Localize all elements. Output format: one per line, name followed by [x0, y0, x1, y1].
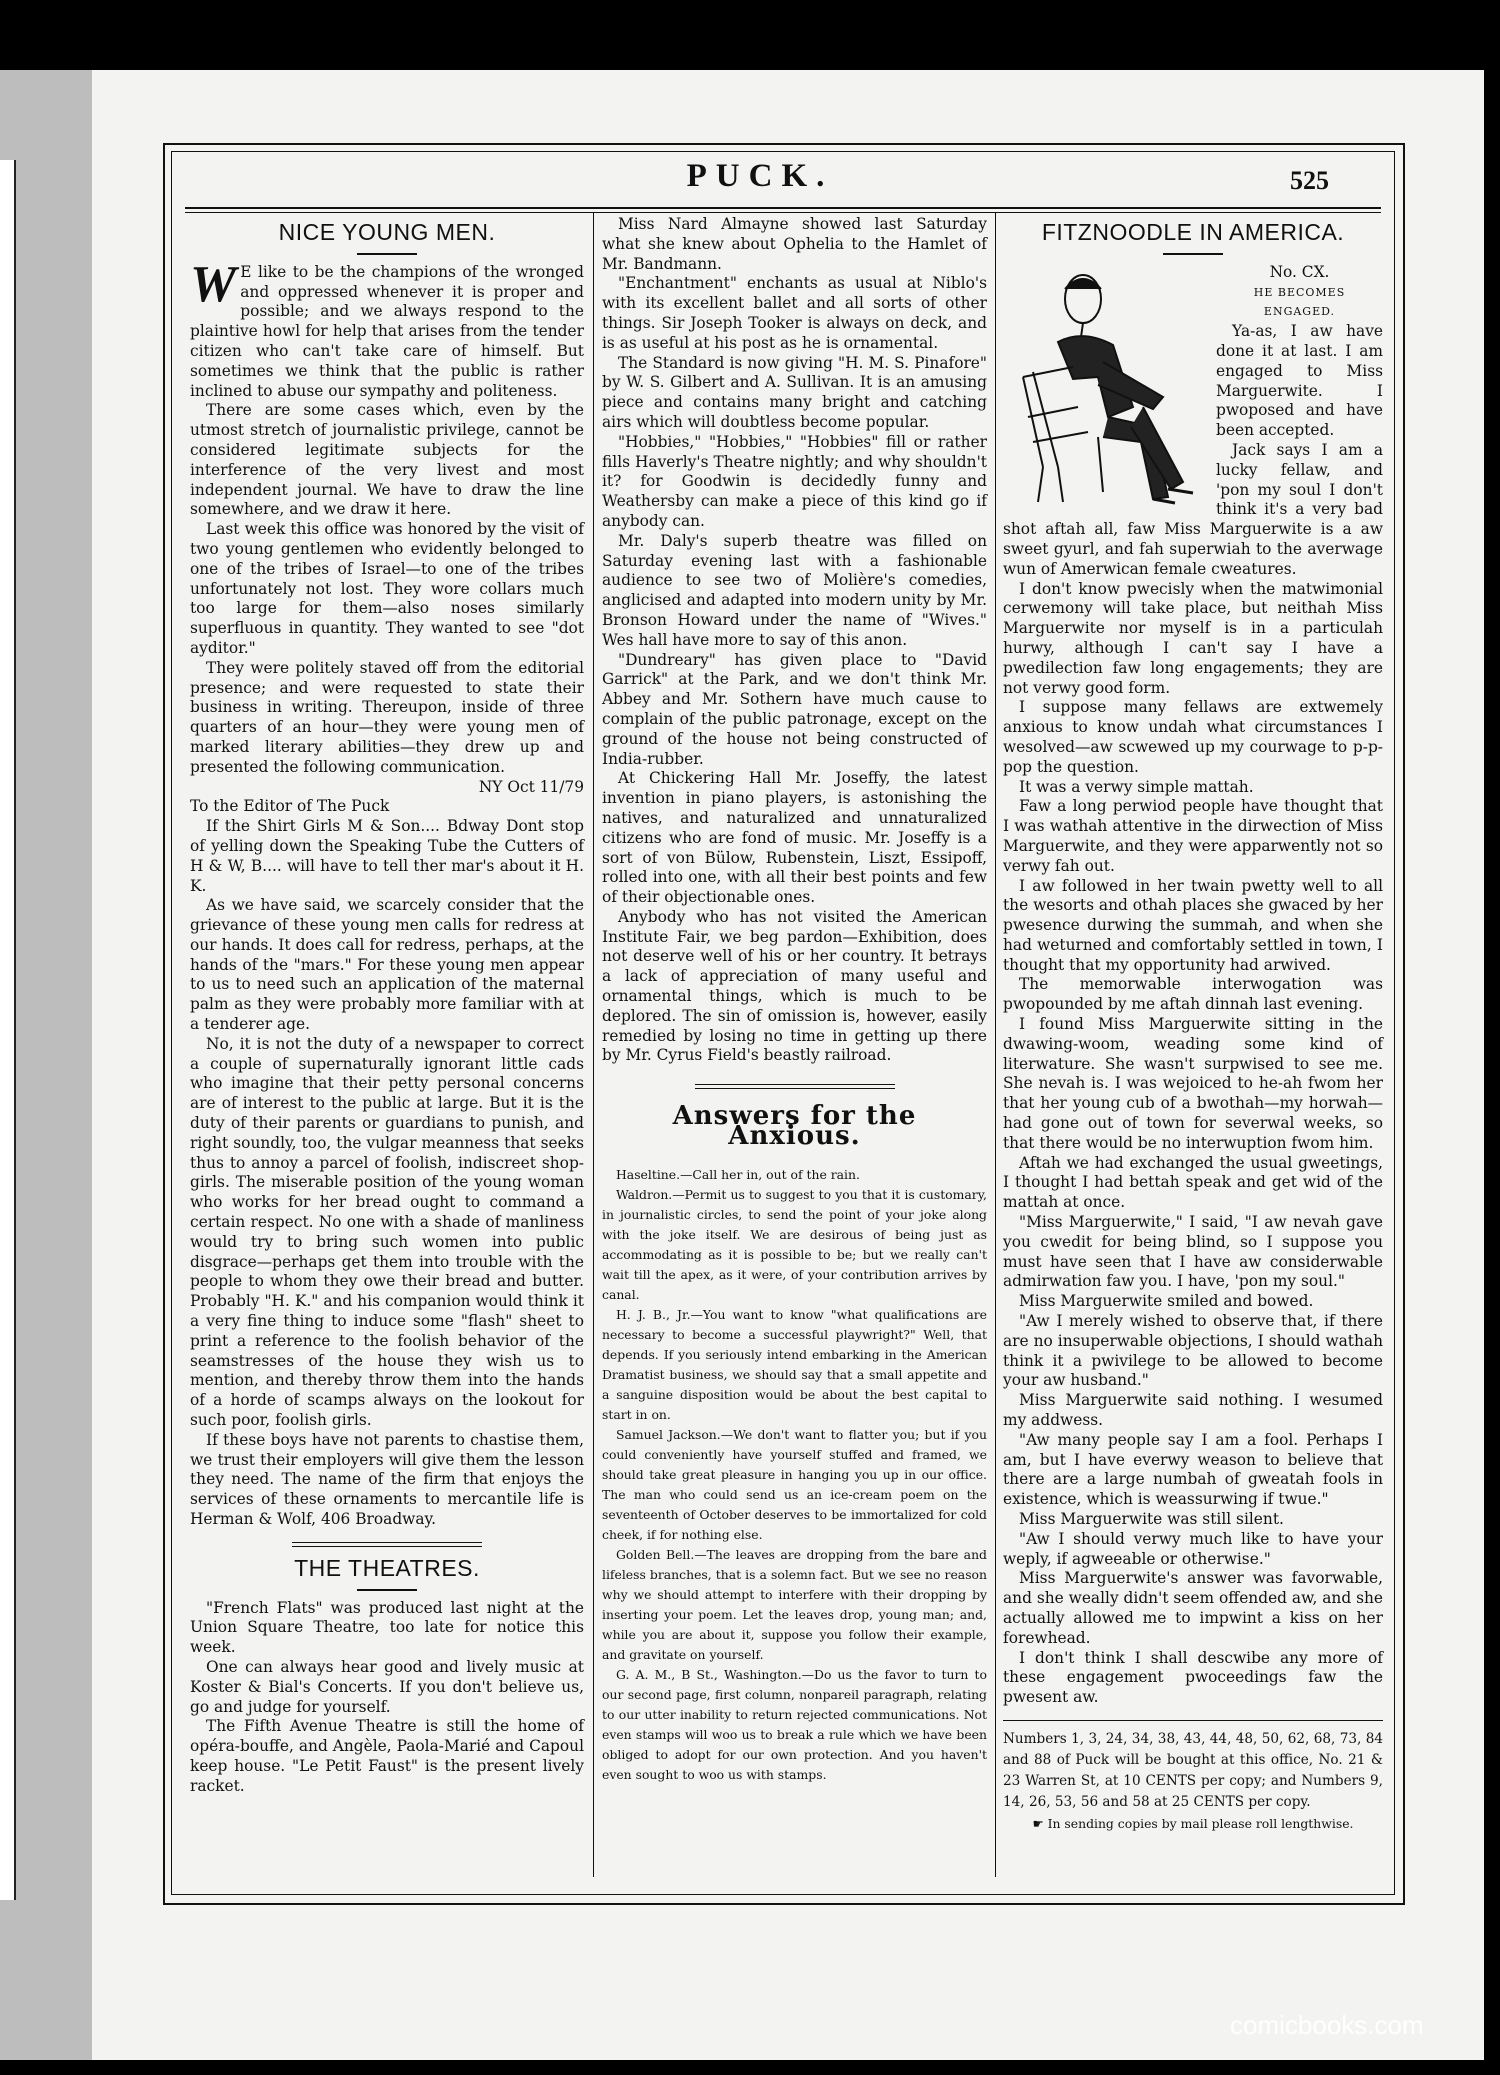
article-paragraph: Last week this office was honored by the visit of two young gentlemen who evidently belonged to one of the tribes of Israel—to one of the tribes unfortunately not lost. They wore collars much too large for them—also noses similarly superfluous in quantity. They wanted to see "dot ayditor.": [190, 520, 584, 657]
answers-list: [602, 1165, 987, 1785]
article-paragraph: "French Flats" was produced last night at the Union Square Theatre, too late for notice this week.: [190, 1598, 584, 1657]
back-numbers-notice: Numbers 1, 3, 24, 34, 38, 43, 44, 48, 50, 62, 68, 73, 84 and 88 of Puck will be bought at this office, No. 21 & 23 Warren St, at 10 CENTS per copy; and Numbers 9, 14, 26, 53, 56 and 58 at 25 CENTS per copy.: [1003, 1730, 1383, 1810]
answer-item: H. J. B., Jr.—You want to know "what qualifications are necessary to become a successful playwright?" Well, that depends. If you seriously intend embarking in the American Dramatist business, we should say that a small appetite and a sanguine disposition would be about the best capital to start in on.: [602, 1306, 987, 1422]
notice-rule: [1003, 1720, 1383, 1721]
heading-rule: [357, 1589, 417, 1591]
left-page-edge: [0, 70, 92, 2060]
article-paragraph: As we have said, we scarcely consider that the grievance of these young men calls for redress at our hands. It does call for redress, perhaps, at the hands of the "mars." For these young men appear to us to need such an application of the maternal palm as they were probably more familiar with at a tenderer age.: [190, 896, 584, 1034]
article-paragraph: The memorwable interwogation was pwopounded by me aftah dinnah last evening.: [1003, 975, 1383, 1014]
column-divider-2: [995, 212, 996, 1877]
fitznoodle-illustration: [1003, 267, 1208, 512]
answer-item: Waldron.—Permit us to suggest to you that it is customary, in journalistic circles, to send the point of your joke along with the joke itself. We are desirous of being just as accommodating as it is possible to be; but we really can't wait till the apex, as it were, of your contribution arrives by canal.: [602, 1186, 987, 1302]
answer-item: G. A. M., B St., Washington.—Do us the favor to turn to our second page, first column, nonpareil paragraph, relating to our utter inability to return rejected communications. Not even stamps will woo us to break a rule which we have been obliged to adopt for our own protection. And you haven't even sought to woo us with stamps.: [602, 1666, 987, 1782]
article-paragraph: The Fifth Avenue Theatre is still the home of opéra-bouffe, and Angèle, Paola-Marié and Capoul keep house. "Le Petit Faust" is the present lively racket.: [190, 1717, 584, 1795]
letter-body: If the Shirt Girls M & Son.... Bdway Dont stop of yelling down the Speaking Tube the Cutters of H & W, B.... will have to tell ther mar's about it H. K.: [190, 817, 584, 895]
drop-cap: W: [190, 255, 237, 313]
article-paragraph: Miss Marguerwite's answer was favorwable, and she weally didn't seem offended aw, and she actually allowed me to impwint a kiss on her forewhead.: [1003, 1569, 1383, 1647]
article-heading-fitznoodle: FITZNOODLE IN AMERICA.: [1041, 219, 1345, 245]
article-paragraph: One can always hear good and lively music at Koster & Bial's Concerts. If you don't believe us, go and judge for yourself.: [190, 1657, 584, 1716]
section-divider: [695, 1084, 895, 1089]
installment-subtitle: HE BECOMES ENGAGED.: [1253, 285, 1346, 319]
column-3: [1003, 215, 1383, 1834]
article-paragraph: I found Miss Marguerwite sitting in the dwawing-woom, weading some kind of literwature. She wasn't surpwised to see me. She nevah is. I was wejoiced to he-ah fwom her that her young cub of a bwothah—my horwah—had gone out of town for severwal weeks, so that there would be no interwuption fwom him.: [1003, 1015, 1383, 1152]
article-heading-nice-young-men: NICE YOUNG MEN.: [278, 219, 496, 245]
column-2: [602, 215, 987, 1785]
answers-heading: Answers for the Anxious.: [672, 1101, 917, 1152]
article-paragraph: I don't know pwecisly when the matwimonial cerwemony will take place, but neithah Miss Marguerwite nor myself is in a particulah hurwy, although I can't say I have a pwedilection faw long engagements; they are not verwy good form.: [1003, 579, 1383, 697]
article-paragraph: "Aw I merely wished to observe that, if there are no insuperwable objections, I should wathah think it a pwivilege to be allowed to become your aw husband.": [1003, 1312, 1383, 1390]
article-paragraph: Aftah we had exchanged the usual gweetings, I thought I had bettah speak and get wid of the mattah at once.: [1003, 1153, 1383, 1212]
heading-rule: [1163, 253, 1223, 255]
article-paragraph: "Miss Marguerwite," I said, "I aw nevah gave you cwedit for being blind, so I suppose you must have seen that I have aw considerwable admirwation faw you. I have, 'pon my soul.": [1003, 1213, 1383, 1291]
answer-item: Samuel Jackson.—We don't want to flatter you; but if you could conveniently have yourself stuffed and framed, we should take great pleasure in hanging you up in our office. The man who could send us an ice-cream poem on the seventeenth of October deserves to be immortalized for cold cheek, if for nothing else.: [602, 1426, 987, 1542]
site-watermark: comicbooks.com: [1230, 2010, 1424, 2040]
article-paragraph: W E like to be the champions of the wronged and oppressed whenever it is proper and possible; and we always respond to the plaintive howl for help that arises from the tender citizen who can't take care of himself. But sometimes we think that the public is rather inclined to abuse our sympathy and politeness.: [190, 255, 584, 400]
column-divider-1: [593, 212, 594, 1877]
column-1: [190, 215, 584, 1797]
article-paragraph: Miss Marguerwite smiled and bowed.: [1019, 1292, 1314, 1311]
section-divider: [292, 1542, 482, 1547]
article-paragraph: "Aw many people say I am a fool. Perhaps I am, but I have everwy weason to believe that there are a large numbah of gweatah fools in existence, which is weassurwing if twue.": [1003, 1430, 1383, 1509]
article-paragraph: Miss Nard Almayne showed last Saturday what she knew about Ophelia to the Hamlet of Mr. Bandmann.: [602, 215, 987, 273]
header-rule-thin: [185, 212, 1381, 213]
installment-number: No. CX.: [1269, 262, 1330, 281]
article-paragraph: They were politely staved off from the editorial presence; and were requested to state their business in writing. Thereupon, inside of three quarters of an hour—they were young men of marked literary abilities—they drew up and presented the following communication.: [190, 658, 584, 776]
letter-salutation: To the Editor of The Puck: [190, 797, 390, 816]
article-paragraph: I aw followed in her twain pwetty well to all the wesorts and othah places she gwaced by her pwesence durwing the summah, and when she had weturned and comfortably settled in town, I thought that my opportunity had arwived.: [1003, 876, 1383, 974]
article-heading-theatres: THE THEATRES.: [294, 1554, 480, 1581]
masthead-title: PUCK.: [686, 158, 834, 194]
article-paragraph: I suppose many fellaws are extwemely anxious to know undah what circumstances I wesolved—aw scwewed up my courwage to p-p-pop the question.: [1003, 698, 1383, 776]
page-number: 525: [1290, 166, 1329, 195]
article-paragraph: Anybody who has not visited the American Institute Fair, we beg pardon—Exhibition, does not deserve well of his or her country. It betrays a lack of appreciation of many useful and ornamental things, which is much to be deplored. The sin of omission is, however, easily remedied by losing no time in getting up there by Mr. Cyrus Field's beastly railroad.: [602, 907, 987, 1065]
mail-note: ☛ In sending copies by mail please roll lengthwise.: [1032, 1815, 1354, 1831]
article-paragraph: Faw a long perwiod people have thought that I was wathah attentive in the dirwection of Miss Marguerwite, and they were apparwently not so verwy fah out.: [1003, 797, 1383, 875]
article-paragraph: At Chickering Hall Mr. Joseffy, the latest invention in piano players, is astonishing the natives, and naturalized and unnaturalized citizens who are fond of music. Mr. Joseffy is a sort of von Bülow, Rubenstein, Liszt, Essipoff, rolled into one, with all their best points and few of their objectionable ones.: [602, 769, 987, 907]
header-rule: [185, 207, 1381, 209]
article-paragraph: I don't think I shall descwibe any more of these engagement pwoceedings faw the pwesent aw.: [1003, 1648, 1383, 1707]
article-paragraph: "Dundreary" has given place to "David Garrick" at the Park, and we don't think Mr. Abbey and Mr. Sothern have much cause to complain of the public patronage, except on the ground of the house not being constructed of India-rubber.: [602, 650, 987, 768]
article-paragraph: Mr. Daly's superb theatre was filled on Saturday evening last with a fashionable audience to see two of Molière's comedies, anglicised and adapted into modern unity by Mr. Bronson Howard under the name of "Wives." Wes hall have more to say of this anon.: [602, 531, 987, 649]
article-paragraph: No, it is not the duty of a newspaper to correct a couple of supernaturally ignorant little cads who imagine that their petty personal concerns are of interest to the public at large. But it is the duty of their parents or guardians to punish, and right soundly, too, the vulgar meanness that seeks thus to annoy a parcel of foolish, indiscreet shop-girls. The miserable position of the young woman who works for her bread ought to command a certain respect. No one with a shade of manliness would try to bring such women into public disgrace—perhaps get them into trouble with the people to whom they owe their bread and butter. Probably "H. K." and his companion would think it a very fine thing to induce some "flash" sheet to print a reference to the foolish behavior of the seamstresses of the house they wish us to mention, and thereby throw them into the hands of a horde of scamps always on the lookout for such poor, foolish girls.: [190, 1034, 584, 1430]
article-paragraph: "Hobbies," "Hobbies," "Hobbies" fill or rather fills Haverly's Theatre nightly; and why shouldn't it? for Goodwin is decidedly funny and Weathersby can make a piece of this kind go if anybody can.: [602, 432, 987, 530]
article-paragraph: It was a verwy simple mattah.: [1019, 777, 1254, 796]
answer-item: Haseltine.—Call her in, out of the rain.: [616, 1166, 860, 1182]
article-paragraph: Miss Marguerwite said nothing. I wesumed my addwess.: [1003, 1391, 1383, 1430]
letter-date: NY Oct 11/79: [478, 777, 584, 796]
article-paragraph: If these boys have not parents to chastise them, we trust their employers will give them the lesson they need. The name of the firm that enjoys the services of these ornaments to mercantile life is Herman & Wolf, 406 Broadway.: [190, 1430, 584, 1528]
article-paragraph: Ya-as, I aw have done it at last. I am engaged to Miss Marguerwite. I pwoposed and have been accepted.: [1216, 322, 1383, 440]
article-paragraph: "Enchantment" enchants as usual at Niblo's with its excellent ballet and all sorts of other things. Sir Joseph Tooker is always on deck, and is as useful at his post as he is ornamental.: [602, 274, 987, 352]
article-paragraph: Miss Marguerwite was still silent.: [1019, 1510, 1284, 1528]
heading-rule: [357, 253, 417, 255]
article-paragraph: The Standard is now giving "H. M. S. Pinafore" by W. S. Gilbert and A. Sullivan. It is an amusing piece and contains many bright and catching airs which will doubtless become popular.: [602, 353, 987, 431]
article-paragraph: "Aw I should verwy much like to have your weply, if agweeable or otherwise.": [1003, 1529, 1383, 1568]
article-paragraph: Jack says I am a lucky fellaw, and 'pon my soul I don't think it's a very bad shot aftah all, faw Miss Marguerwite is a aw sweet gyurl, and fah superwiah to the averwage wun of Amerwican female cweatures.: [1003, 440, 1383, 578]
article-paragraph: There are some cases which, even by the utmost stretch of journalistic privilege, cannot be considered legitimate subjects for the interference of the very livest and most independent journal. We have to draw the line somewhere, and we draw it here.: [190, 401, 584, 519]
answer-item: Golden Bell.—The leaves are dropping from the bare and lifeless branches, that is a solemn fact. But we see no reason why we should attempt to interfere with their dropping by inserting your poem. Let the leaves drop, young man; and, while you are about it, suppose you follow their example, and gravitate on yourself.: [602, 1546, 987, 1662]
